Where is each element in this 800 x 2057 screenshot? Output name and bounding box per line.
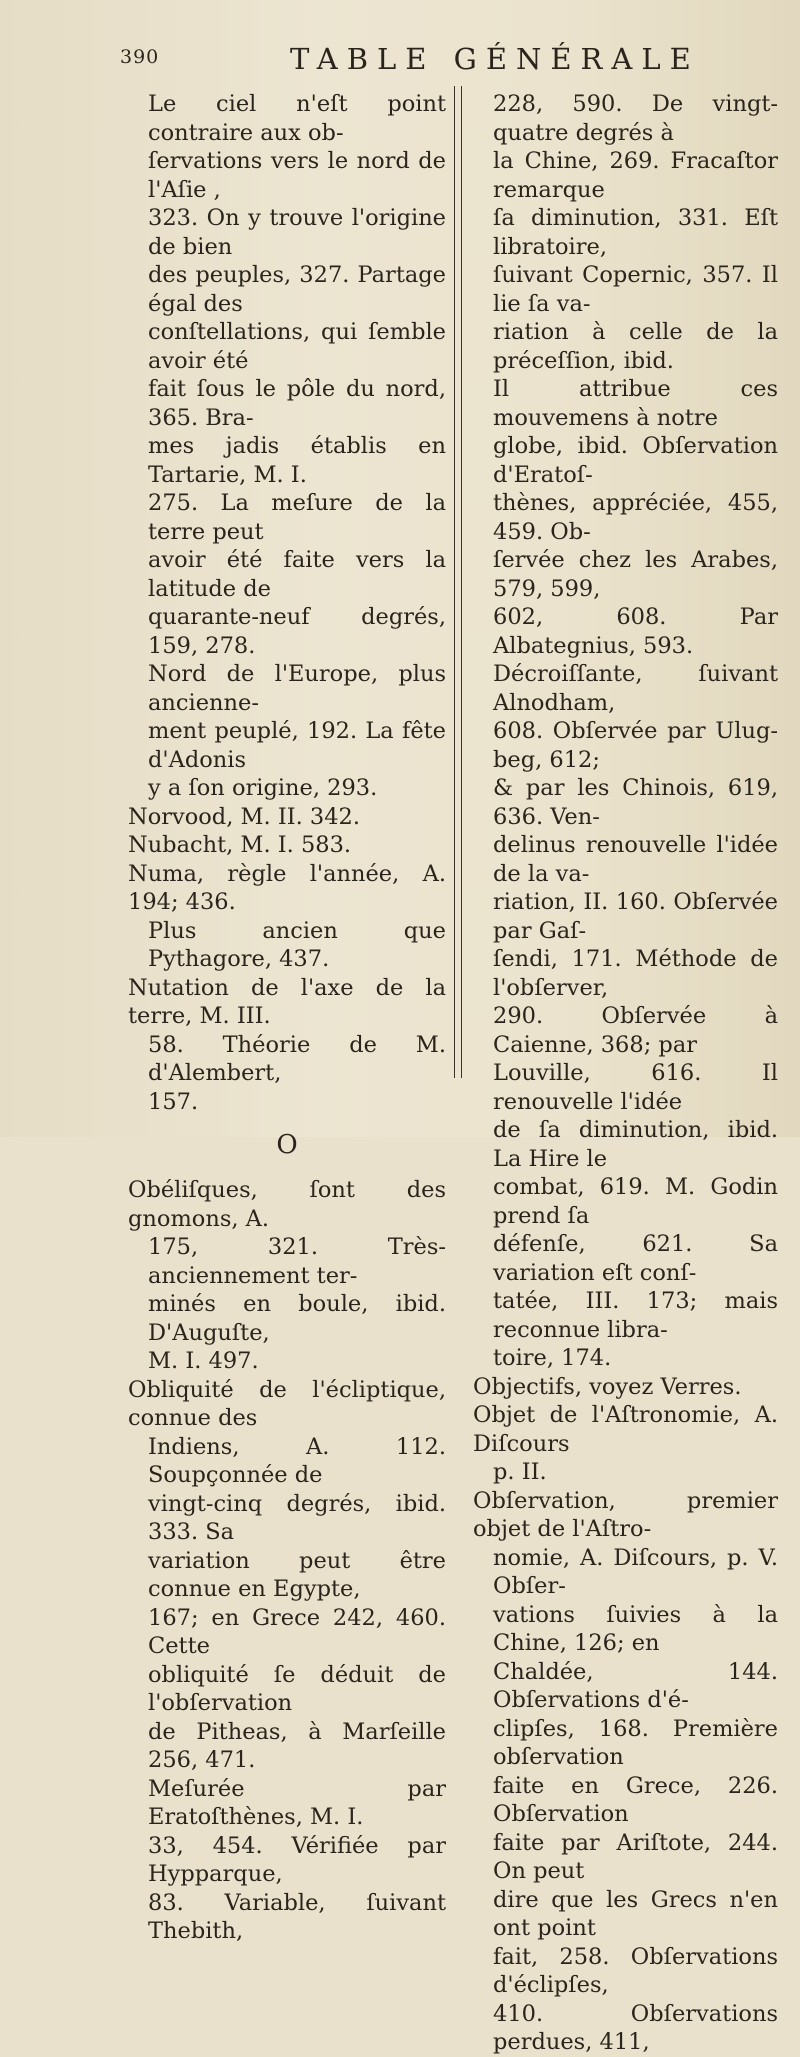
index-line: la Chine, 269. Fracaſtor remarque [493, 148, 778, 203]
index-line: Obéliſques, ſont des gnomons, A. [128, 1177, 446, 1232]
index-line: variation peut être connue en Egypte, [148, 1547, 446, 1602]
index-line: défenſe, 621. Sa variation eſt conſ- [493, 1231, 778, 1286]
left-entries-part-2 [128, 1176, 446, 1946]
index-line: thènes, appréciée, 455, 459. Ob- [493, 490, 778, 545]
index-line: Nubacht, M. I. 583. [128, 832, 352, 858]
index-line: 323. On y trouve l'origine de bien [148, 205, 446, 260]
index-line: quarante-neuf degrés, 159, 278. [148, 604, 446, 659]
index-line: Objet de l'Aſtronomie, A. Diſcours [473, 1402, 778, 1457]
index-line: 602, 608. Par Albategnius, 593. [493, 604, 778, 659]
index-line: 228, 590. De vingt-quatre degrés à [493, 91, 778, 146]
index-line: delinus renouvelle l'idée de la va- [493, 832, 778, 887]
index-line: Norvood, M. II. 342. [128, 803, 361, 830]
index-line: conſtellations, qui ſemble avoir été [148, 319, 446, 374]
index-line: 608. Obſervée par Ulug-beg, 612; [493, 718, 778, 773]
index-line: de ſa diminution, ibid. La Hire le [493, 1117, 778, 1172]
index-line: y a ſon origine, 293. [148, 775, 378, 801]
index-line: des peuples, 327. Partage égal des [148, 262, 446, 317]
left-entries-part-1 [128, 90, 446, 1116]
index-line: Plus ancien que Pythagore, 437. [148, 917, 446, 972]
right-entries [473, 90, 778, 2057]
index-line: ment peuplé, 192. La fête d'Adonis [148, 718, 446, 773]
index-line: ſuivant Copernic, 357. Il lie ſa va- [493, 262, 778, 317]
index-line: vingt-cinq degrés, ibid. 333. Sa [148, 1490, 446, 1545]
index-line: Numa, règle l'année, A. 194; 436. [128, 860, 446, 915]
index-line: toire, 174. [493, 1345, 612, 1371]
index-line: clipſes, 168. Première obſervation [493, 1715, 778, 1770]
index-line: p. II. [493, 1459, 547, 1485]
index-line: Le ciel n'eſt point contraire aux ob- [148, 91, 446, 146]
index-line: 275. La meſure de la terre peut [148, 490, 446, 545]
index-line: 58. Théorie de M. d'Alembert, [148, 1031, 446, 1086]
index-line: 157. [148, 1088, 199, 1115]
index-line: mes jadis établis en Tartarie, M. I. [148, 433, 446, 488]
index-line: 410. Obſervations perdues, 411, [493, 2000, 778, 2055]
index-line: 33, 454. Vérifiée par Hypparque, [148, 1832, 446, 1887]
index-line: fait, 258. Obſervations d'éclipſes, [493, 1943, 778, 1998]
index-line: ſa diminution, 331. Eſt libratoire, [493, 205, 778, 260]
page-header [120, 42, 760, 82]
index-line: 175, 321. Très-anciennement ter- [148, 1234, 446, 1289]
index-line: 83. Variable, ſuivant Thebith, [148, 1889, 446, 1944]
index-line: ſendi, 171. Méthode de l'obſerver, [493, 946, 778, 1001]
index-line: de Pitheas, à Marſeille 256, 471. [148, 1718, 446, 1773]
index-line: Meſurée par Eratoſthènes, M. I. [148, 1775, 446, 1830]
index-line: Louville, 616. Il renouvelle l'idée [493, 1060, 778, 1115]
index-line: riation, II. 160. Obſervée par Gaſ- [493, 889, 778, 944]
index-line: fait ſous le pôle du nord, 365. Bra- [148, 376, 446, 431]
index-line: ſervée chez les Arabes, 579, 599, [493, 547, 778, 602]
left-column [128, 90, 446, 1946]
index-line: tatée, III. 173; mais reconnue libra- [493, 1288, 778, 1343]
page-number: 390 [120, 46, 160, 68]
index-line: ſervations vers le nord de l'Aſie , [148, 148, 446, 203]
index-line: riation à celle de la préceſſion, ibid. [493, 319, 778, 374]
index-line: 167; en Grece 242, 460. Cette [148, 1604, 446, 1659]
index-line: obliquité ſe déduit de l'obſervation [148, 1661, 446, 1716]
index-line: avoir été faite vers la latitude de [148, 547, 446, 602]
index-line: Chaldée, 144. Obſervations d'é- [493, 1658, 778, 1713]
index-line: minés en boule, ibid. D'Auguſte, [148, 1291, 446, 1346]
index-line: M. I. 497. [148, 1348, 259, 1374]
index-line: Obliquité de l'écliptique, connue des [128, 1376, 446, 1431]
index-line: Nord de l'Europe, plus ancienne- [148, 661, 446, 716]
index-line: 290. Obſervée à Caienne, 368; par [493, 1003, 778, 1058]
index-line: combat, 619. M. Godin prend ſa [493, 1174, 778, 1229]
index-line: dire que les Grecs n'en ont point [493, 1886, 778, 1941]
running-head: TABLE GÉNÉRALE [290, 42, 700, 76]
index-line: Obſervation, premier objet de l'Aſtro- [473, 1487, 778, 1542]
index-line: vations ſuivies à la Chine, 126; en [493, 1601, 778, 1656]
index-line: Nutation de l'axe de la terre, M. III. [128, 974, 446, 1029]
section-letter: O [276, 1130, 298, 1160]
index-line: Indiens, A. 112. Soupçonnée de [148, 1433, 446, 1488]
index-line: faite en Grece, 226. Obſervation [493, 1772, 778, 1827]
index-line: nomie, A. Diſcours, p. V. Obſer- [493, 1544, 778, 1599]
index-line: Il attribue ces mouvemens à notre [493, 376, 778, 431]
index-line: faite par Ariſtote, 244. On peut [493, 1829, 778, 1884]
right-column [473, 90, 778, 2057]
column-divider [454, 86, 462, 1078]
index-line: & par les Chinois, 619, 636. Ven- [493, 775, 778, 830]
index-line: Décroiſſante, ſuivant Alnodham, [493, 661, 778, 716]
index-line: Objectifs, voyez Verres. [473, 1373, 742, 1400]
index-line: globe, ibid. Obſervation d'Eratoſ- [493, 433, 778, 488]
